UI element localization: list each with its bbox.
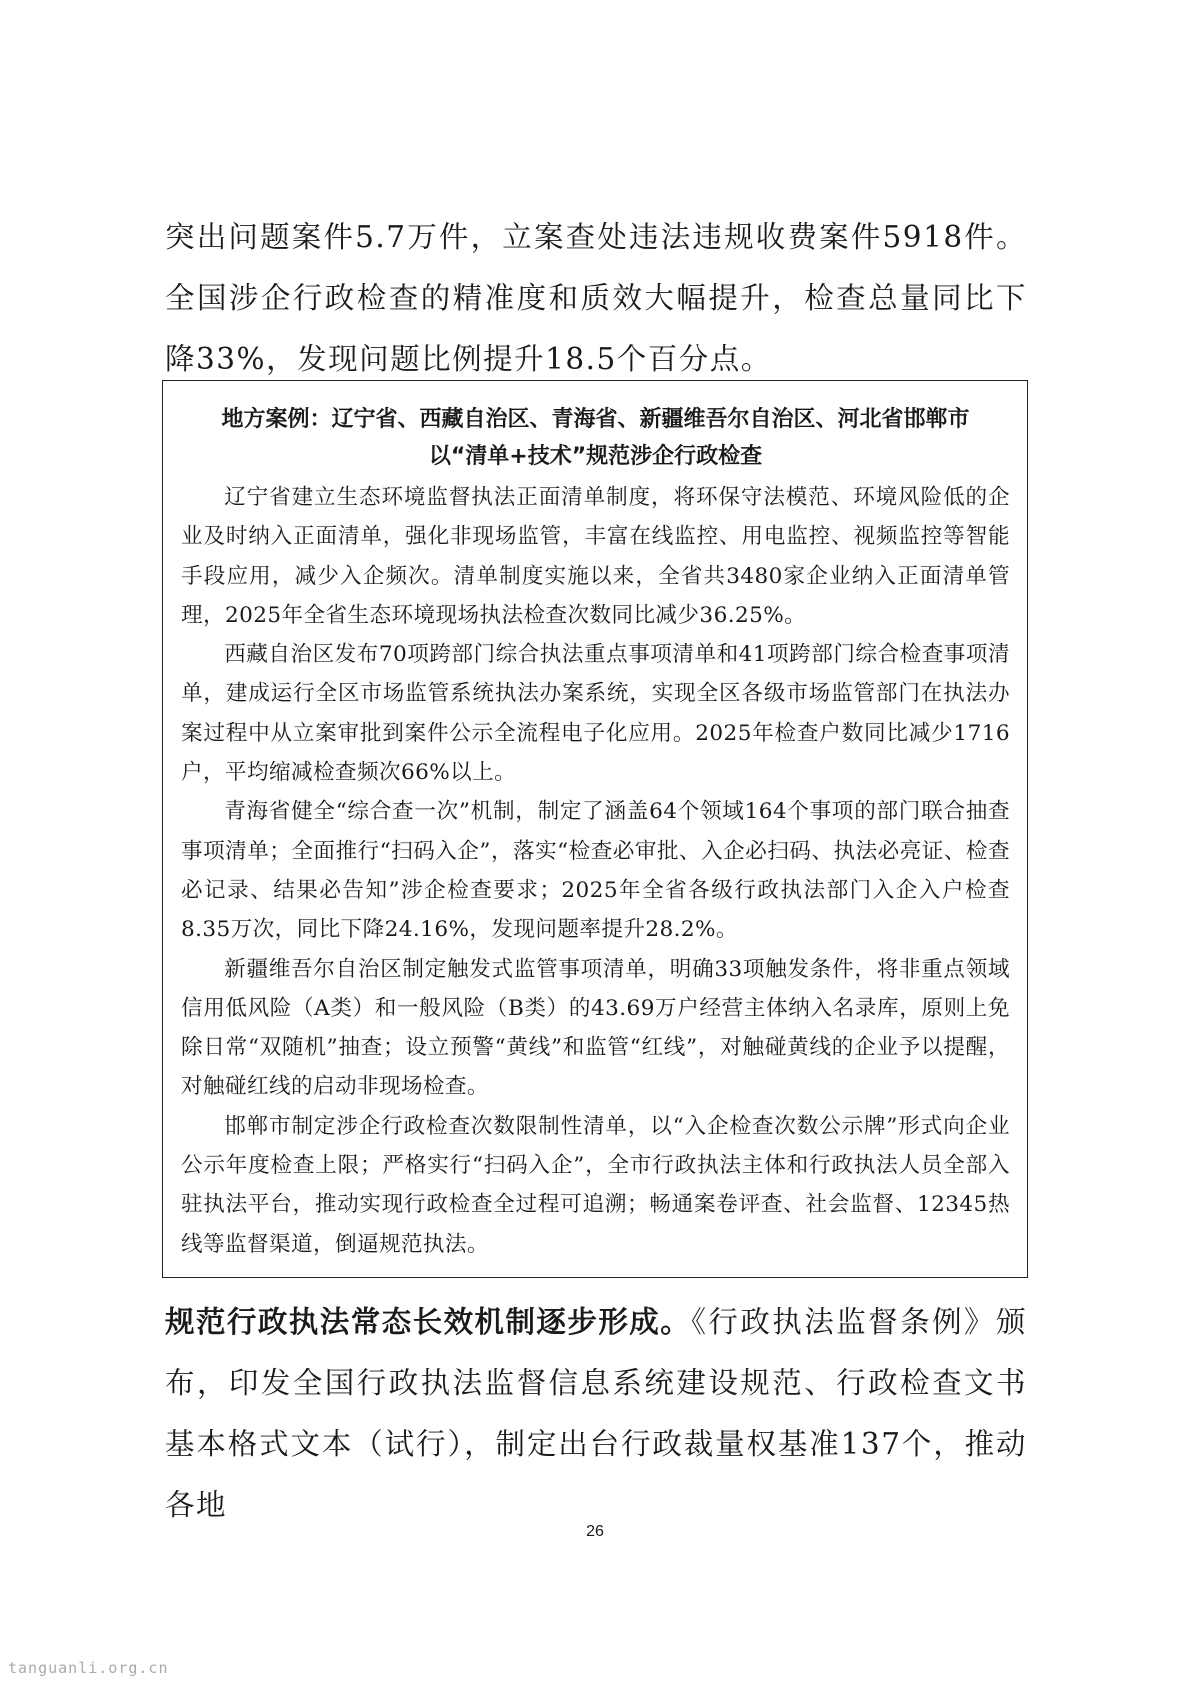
case-paragraph-xinjiang: 新疆维吾尔自治区制定触发式监管事项清单，明确33项触发条件，将非重点领域信用低风险（A类）和一般风险（B类）的43.69万户经营主体纳入名录库，原则上免除日常“双随机”抽查；设立预警“黄线”和监管“红线”，对触碰黄线的企业予以提醒，对触碰红线的启动非现场检查。 xyxy=(181,956,1010,1100)
case-title-line-1: 地方案例：辽宁省、西藏自治区、青海省、新疆维吾尔自治区、河北省邯郸市 xyxy=(221,407,970,432)
local-case-box xyxy=(162,380,1028,1278)
case-paragraph-qinghai: 青海省健全“综合查一次”机制，制定了涵盖64个领域164个事项的部门联合抽查事项清单；全面推行“扫码入企”，落实“检查必审批、入企必扫码、执法必亮证、检查必记录、结果必告知”涉企检查要求；2025年全省各级行政执法部门入企入户检查8.35万次，同比下降24.16%，发现问题率提升28.2%。 xyxy=(181,799,1010,943)
site-watermark: tanguanli.org.cn xyxy=(8,1659,169,1677)
intro-paragraph: 突出问题案件5.7万件，立案查处违法违规收费案件5918件。全国涉企行政检查的精准度和质效大幅提升，检查总量同比下降33%，发现问题比例提升18.5个百分点。 xyxy=(165,220,1027,376)
outro-paragraph xyxy=(165,1292,1027,1536)
case-paragraph-xizang: 西藏自治区发布70项跨部门综合执法重点事项清单和41项跨部门综合检查事项清单，建成运行全区市场监管系统执法办案系统，实现全区各级市场监管部门在执法办案过程中从立案审批到案件公示全流程电子化应用。2025年检查户数同比减少1716户，平均缩减检查频次66%以上。 xyxy=(181,642,1010,786)
case-title-line-2: 以“清单+技术”规范涉企行政检查 xyxy=(428,444,763,469)
case-paragraph-liaoning: 辽宁省建立生态环境监督执法正面清单制度，将环保守法模范、环境风险低的企业及时纳入正面清单，强化非现场监管，丰富在线监控、用电监控、视频监控等智能手段应用，减少入企频次。清单制度实施以来，全省共3480家企业纳入正面清单管理，2025年全省生态环境现场执法检查次数同比减少36.25%。 xyxy=(181,485,1010,628)
outro-lead-heading: 规范行政执法常态长效机制逐步形成。 xyxy=(165,1305,692,1339)
case-box-title xyxy=(181,401,1010,475)
outro-text: 《行政执法监督条例》颁布，印发全国行政执法监督信息系统建设规范、行政检查文书基本格式文本（试行），制定出台行政裁量权基准137个，推动各地 xyxy=(165,1305,1027,1522)
case-paragraph-handan: 邯郸市制定涉企行政检查次数限制性清单，以“入企检查次数公示牌”形式向企业公示年度检查上限；严格实行“扫码入企”，全市行政执法主体和行政执法人员全部入驻执法平台，推动实现行政检查全过程可追溯；畅通案卷评查、社会监督、12345热线等监督渠道，倒逼规范执法。 xyxy=(181,1113,1010,1257)
page-number: 26 xyxy=(586,1523,604,1540)
